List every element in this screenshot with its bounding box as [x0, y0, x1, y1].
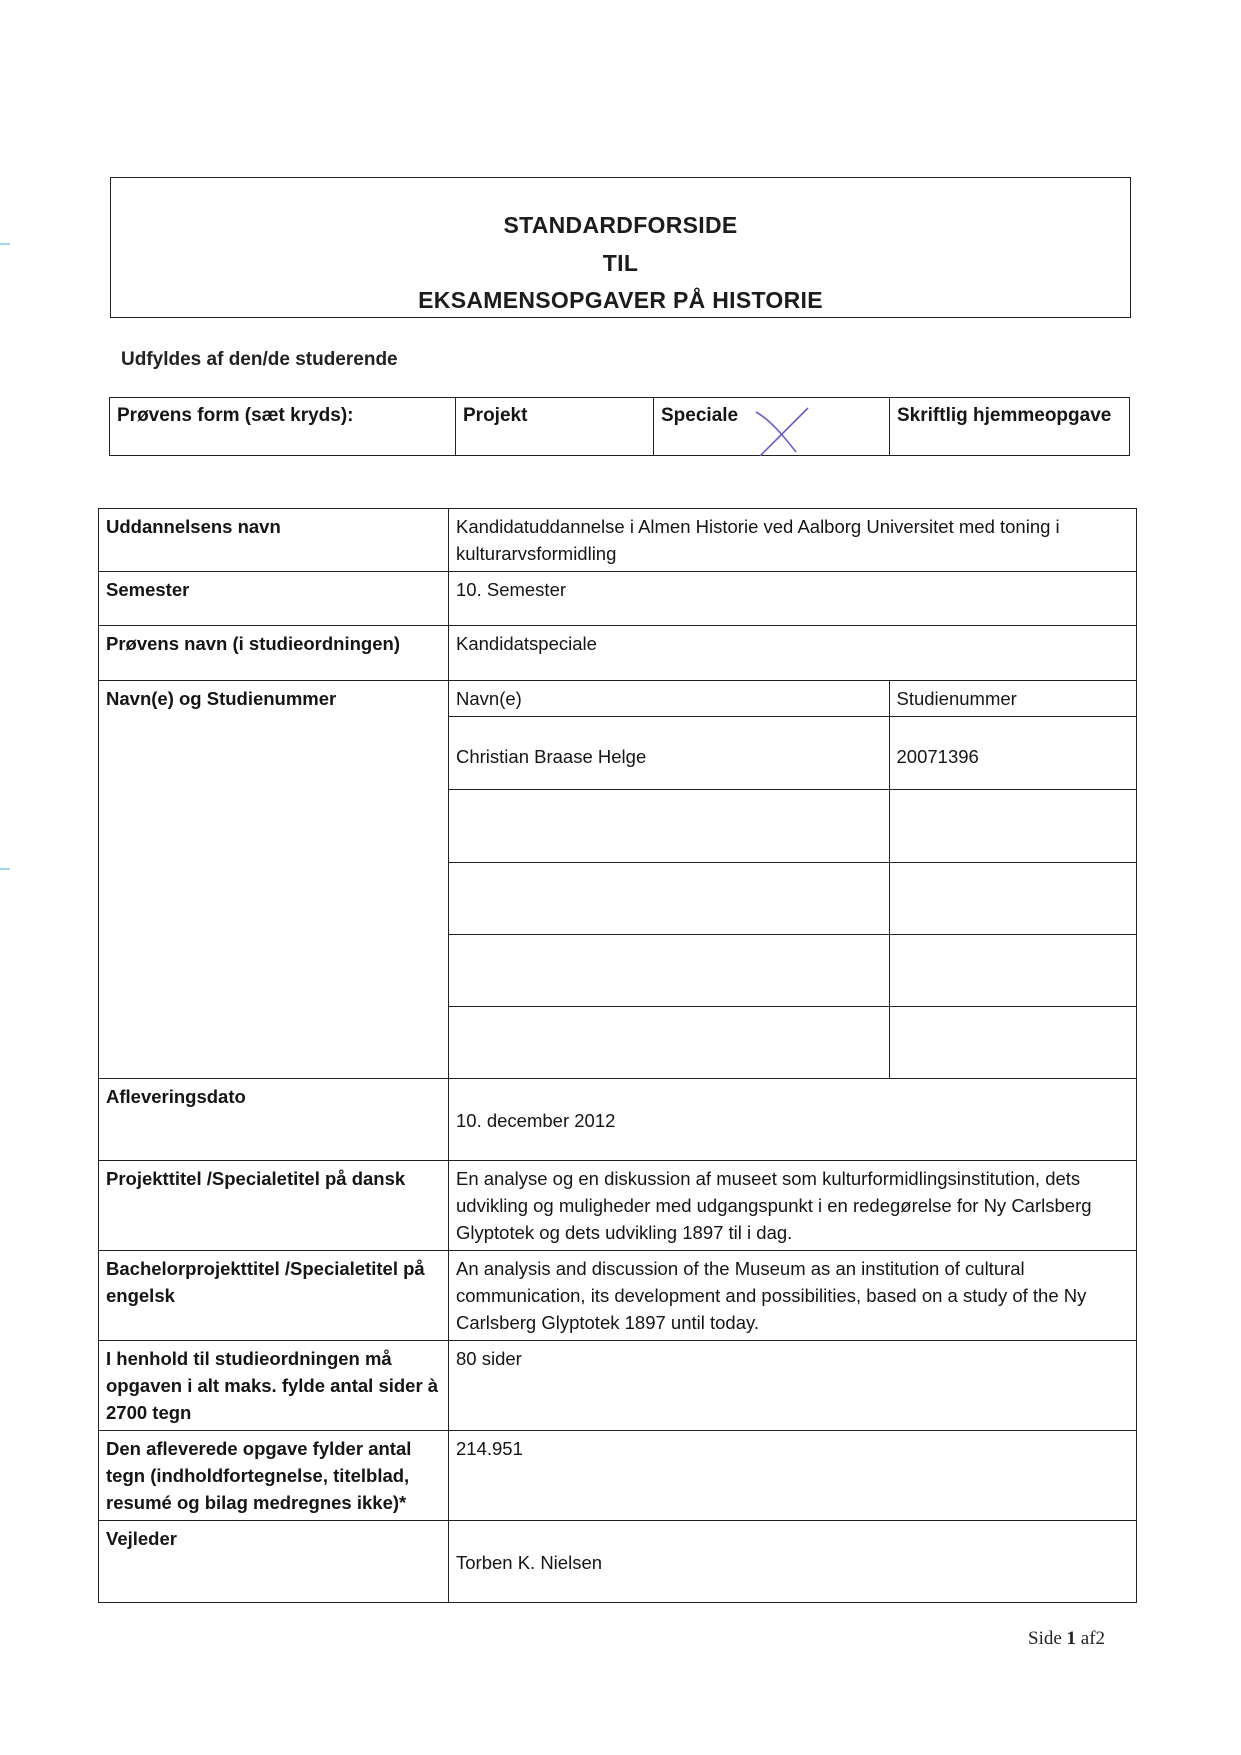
- table-row: [449, 863, 1136, 935]
- char-count-label: Den afleverede opgave fylder antal tegn (indholdfortegnelse, titelblad, resumé og bilag medregnes ikke)*: [99, 1430, 449, 1520]
- table-row: [99, 681, 1137, 1079]
- table-row: [99, 1520, 1137, 1602]
- table-row: [99, 1078, 1137, 1160]
- col-number-header: Studienummer: [889, 681, 1136, 717]
- delivery-date-label: Afleveringsdato: [99, 1078, 449, 1160]
- option-label: Speciale: [661, 405, 739, 426]
- student-number: 20071396: [889, 717, 1136, 790]
- table-row: [99, 626, 1137, 681]
- table-row: [99, 509, 1137, 572]
- title-line-1: STANDARDFORSIDE: [503, 212, 738, 238]
- delivery-date-value: 10. december 2012: [449, 1078, 1137, 1160]
- title-line-3: EKSAMENSOPGAVER PÅ HISTORIE: [418, 287, 823, 313]
- page-prefix: Side: [1028, 1628, 1062, 1649]
- page-middle: af: [1080, 1628, 1096, 1649]
- students-label: Navn(e) og Studienummer: [99, 681, 449, 1079]
- title-english-label: Bachelorprojekttitel /Specialetitel på engelsk: [99, 1250, 449, 1340]
- exam-form-row: [109, 397, 1130, 456]
- supervisor-value: Torben K. Nielsen: [449, 1520, 1137, 1602]
- education-label: Uddannelsens navn: [99, 509, 449, 572]
- details-table: [98, 508, 1137, 1603]
- supervisor-label: Vejleder: [99, 1520, 449, 1602]
- max-pages-value: 80 sider: [449, 1340, 1137, 1430]
- table-row: [449, 717, 1136, 790]
- scan-mark: [0, 868, 10, 870]
- student-name: Christian Braase Helge: [449, 717, 889, 790]
- education-value: Kandidatuddannelse i Almen Historie ved Aalborg Universitet med toning i kulturarvsformidling: [449, 509, 1137, 572]
- exam-form-option-projekt[interactable]: Projekt: [456, 398, 654, 455]
- table-row: [449, 935, 1136, 1007]
- scan-mark: [0, 243, 10, 245]
- col-name-header: Navn(e): [449, 681, 889, 717]
- page-current: 1: [1066, 1628, 1077, 1649]
- table-row: [449, 681, 1136, 717]
- page-number: [1028, 1628, 1105, 1650]
- semester-value: 10. Semester: [449, 572, 1137, 626]
- students-table: [449, 681, 1136, 1078]
- table-row: [99, 1160, 1137, 1250]
- max-pages-label: I henhold til studieordningen må opgaven i alt maks. fylde antal sider à 2700 tegn: [99, 1340, 449, 1430]
- table-row: [449, 1007, 1136, 1078]
- table-row: [99, 1340, 1137, 1430]
- title-danish-value: En analyse og en diskussion af museet som kulturformidlingsinstitution, dets udvikling og muligheder med udgangspunkt i en redegørelse for Ny Carlsberg Glyptotek og dets udvikling 1897 til i dag.: [449, 1160, 1137, 1250]
- exam-form-option-speciale[interactable]: [654, 398, 890, 455]
- table-row: [99, 572, 1137, 626]
- page-total: 2: [1095, 1628, 1106, 1649]
- exam-name-label: Prøvens navn (i studieordningen): [99, 626, 449, 681]
- table-row: [449, 790, 1136, 863]
- table-row: [99, 1250, 1137, 1340]
- semester-label: Semester: [99, 572, 449, 626]
- exam-form-option-skriftlig[interactable]: Skriftlig hjemmeopgave: [897, 405, 1112, 426]
- table-row: [99, 1430, 1137, 1520]
- exam-form-label: Prøvens form (sæt kryds):: [110, 398, 456, 455]
- exam-name-value: Kandidatspeciale: [449, 626, 1137, 681]
- subtitle: Udfyldes af den/de studerende: [121, 349, 398, 370]
- title-danish-label: Projekttitel /Specialetitel på dansk: [99, 1160, 449, 1250]
- students-cell: [449, 681, 1137, 1079]
- title-line-2: TIL: [602, 250, 639, 276]
- cross-mark-icon: [752, 404, 810, 456]
- title-box: [110, 177, 1131, 318]
- title-english-value: An analysis and discussion of the Museum as an institution of cultural communication, its development and possibilities, based on a study of the Ny Carlsberg Glyptotek 1897 until today.: [449, 1250, 1137, 1340]
- char-count-value: 214.951: [449, 1430, 1137, 1520]
